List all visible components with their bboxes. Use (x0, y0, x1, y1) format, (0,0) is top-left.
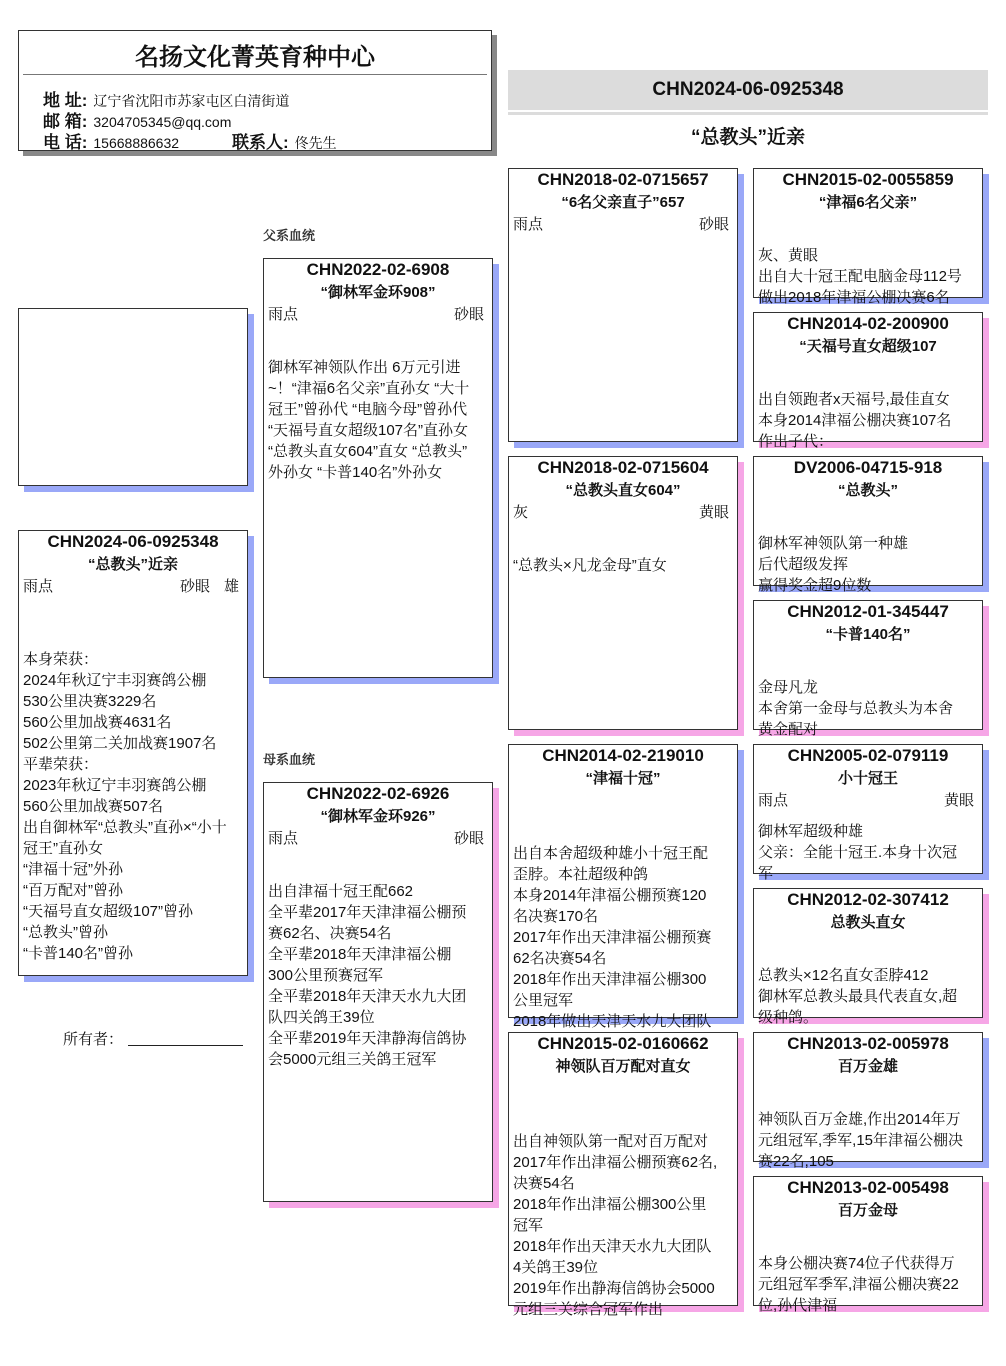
note-line: 黄金配对 (758, 721, 819, 738)
ring-number: CHN2005-02-079119 (787, 746, 949, 765)
note-line: 502公里第二关加战赛1907名 (23, 735, 217, 752)
note-line: “卡普140名”曾孙 (23, 945, 134, 962)
eye-sex (454, 303, 484, 324)
owner-field[interactable] (128, 1045, 243, 1046)
note-line: 父亲：全能十冠王.本身十次冠 (758, 844, 958, 861)
note-line: 300公里预赛冠军 (268, 967, 384, 984)
sex: 雄 (223, 578, 239, 595)
email-label: 邮 箱: (43, 112, 88, 131)
note-line: ~！“津福6名父亲”直孙女 “大十 (268, 380, 470, 397)
pedigree-card-ds (508, 744, 738, 1030)
pedigree-card-sd (508, 456, 738, 730)
feather-color: 雨点 (758, 792, 789, 809)
pigeon-name: “6名父亲直子”657 (561, 194, 685, 211)
note-line: 560公里加战赛4631名 (23, 714, 172, 731)
note-line: 级种鸽。 (758, 1009, 819, 1026)
note-line: 2018年作出天津津福公棚300 (513, 971, 707, 988)
note-line: 御林军总教头最具代表直女,超 (758, 988, 958, 1005)
note-line: 平辈荣获： (23, 756, 99, 773)
note-line: 做出2018年津福公棚决赛6名 (758, 289, 950, 306)
color-eye-row (23, 575, 239, 596)
pigeon-name: “津福6名父亲” (818, 194, 918, 211)
feather-color: 雨点 (268, 830, 299, 847)
note-line: 出自大十冠王配电脑金母112号 (758, 268, 962, 285)
eye-sex (699, 501, 729, 522)
address-value: 辽宁省沈阳市苏家屯区白清街道 (93, 93, 290, 109)
notes (758, 965, 980, 1028)
pigeon-name: 百万金母 (837, 1202, 898, 1219)
pigeon-name: “津福十冠” (585, 770, 661, 787)
pedigree-card-dam (263, 782, 493, 1202)
note-line: 4关鸽王39位 (513, 1259, 599, 1276)
ring-number: CHN2014-02-200900 (787, 314, 949, 333)
note-line: 御林军神领队第一种雄 (758, 535, 909, 552)
note-line: 赢得奖金超9位数 (758, 577, 872, 594)
note-line: “天福号直女超级107名”直孙女 (268, 422, 469, 439)
feather-color: 雨点 (268, 306, 299, 323)
ring-number: CHN2013-02-005978 (787, 1034, 949, 1053)
notes (758, 389, 980, 452)
note-line: 560公里加战赛507名 (23, 798, 164, 815)
note-line: 全平辈2019年天津静海信鸽协 (268, 1030, 467, 1047)
eye-type: 砂眼 (179, 578, 210, 595)
note-line: 公里冠军 (513, 992, 574, 1009)
pigeon-name: “总教头”近亲 (87, 556, 178, 573)
eye-type: 黄眼 (698, 504, 729, 521)
note-line: 元组冠军季军,津福公棚决赛22 (758, 1276, 959, 1293)
banner-name: “总教头”近亲 (690, 127, 805, 148)
pigeon-name: 小十冠王 (837, 770, 898, 787)
ring-number: CHN2012-01-345447 (787, 602, 949, 621)
pedigree-card-ss (508, 168, 738, 442)
dam-line-label: 母系血统 (263, 752, 316, 767)
pedigree-card-dsd (753, 888, 983, 1026)
phone-row (43, 128, 179, 153)
note-line: 出自领跑者x天福号,最佳直女 (758, 391, 950, 408)
contact-label: 联系人: (232, 133, 289, 152)
note-line: 军 (758, 865, 774, 882)
pedigree-card-sds (753, 456, 983, 594)
pigeon-name: 神领队百万配对直女 (555, 1058, 691, 1075)
note-line: 2023年秋辽宁丰羽赛鸽公棚 (23, 777, 207, 794)
color-eye-row (758, 789, 974, 810)
note-line: “津福十冠”外孙 (23, 861, 123, 878)
note-line: 总教头×12名直女歪脖412 (758, 967, 929, 984)
ring-number: CHN2022-02-6926 (306, 784, 450, 803)
notes (758, 1253, 980, 1316)
ring-number: CHN2012-02-307412 (787, 890, 949, 909)
note-line: “天福号直女超级107”曾孙 (23, 903, 194, 920)
color-eye-row (513, 501, 729, 522)
pigeon-name: “卡普140名” (825, 626, 911, 643)
eye-sex (944, 789, 974, 810)
note-line: 全平辈2018年天津津福公棚 (268, 946, 452, 963)
note-line: 御林军神领队作出 6万元引进 (268, 359, 461, 376)
notes (23, 649, 245, 964)
eye-type: 砂眼 (453, 306, 484, 323)
pigeon-name: “御林军金环926” (320, 808, 436, 825)
note-line: 位,孙代津福 (758, 1297, 838, 1314)
pigeon-name: 总教头直女 (830, 914, 906, 931)
eye-sex (180, 575, 239, 596)
breeder-name: 名扬文化菁英育种中心 (135, 44, 375, 71)
pedigree-card-sss (753, 168, 983, 306)
note-line: “总教头”曾孙 (23, 924, 108, 941)
note-line: 外孙女 “卡普140名”外孙女 (268, 464, 443, 481)
pedigree-card-subject (18, 530, 248, 976)
note-line: 62名决赛54名 (513, 950, 607, 967)
feather-color: 雨点 (23, 578, 54, 595)
ring-number: CHN2022-02-6908 (306, 260, 450, 279)
pedigree-card-sdd (753, 600, 983, 738)
note-line: 全平辈2018年天津天水九大团 (268, 988, 467, 1005)
note-line: 金母凡龙 (758, 679, 819, 696)
notes (758, 245, 980, 308)
notes (758, 821, 980, 884)
ring-number: CHN2024-06-0925348 (47, 532, 219, 551)
note-line: 出自津福十冠王配662 (268, 883, 414, 900)
note-line: 2017年作出天津津福公棚预赛 (513, 929, 712, 946)
notes (268, 881, 490, 1070)
pedigree-card-ddd (753, 1176, 983, 1314)
divider (23, 74, 487, 75)
note-line: 决赛54名 (513, 1175, 575, 1192)
color-eye-row (268, 303, 484, 324)
notes (513, 843, 735, 1032)
note-line: 出自御林军“总教头”直孙×“小十 (23, 819, 227, 836)
color-eye-row (513, 213, 729, 234)
note-line: 歪脖。本社超级种鸽 (513, 866, 649, 883)
pedigree-card-dss (753, 744, 983, 882)
notes (758, 1109, 980, 1172)
ring-number: CHN2013-02-005498 (787, 1178, 949, 1197)
note-line: 2018年作出津福公棚300公里 (513, 1196, 707, 1213)
eye-type: 砂眼 (453, 830, 484, 847)
note-line: 2018年作出天津天水九大团队 (513, 1238, 712, 1255)
note-line: 冠王”直孙女 (23, 840, 103, 857)
note-line: 530公里决赛3229名 (23, 693, 157, 710)
note-line: 本舍第一金母与总教头为本舍 (758, 700, 954, 717)
note-line: “总教头×凡龙金母”直女 (513, 557, 667, 574)
note-line: 元组冠军,季军,15年津福公棚决 (758, 1132, 964, 1149)
color-eye-row (268, 827, 484, 848)
ring-number: CHN2015-02-0055859 (782, 170, 954, 189)
note-line: 出自本舍超级种雄小十冠王配 (513, 845, 709, 862)
note-line: 赛62名、决赛54名 (268, 925, 392, 942)
eye-type: 砂眼 (698, 216, 729, 233)
note-line: “总教头直女604”直女 “总教头” (268, 443, 468, 460)
breeder-header (18, 30, 492, 151)
note-line: 神领队百万金雄,作出2014年万 (758, 1111, 961, 1128)
pedigree-card-dds (753, 1032, 983, 1170)
address-label: 地 址: (43, 91, 88, 110)
pigeon-name: 百万金雄 (837, 1058, 898, 1075)
note-line: 本身公棚决赛74位子代获得万 (758, 1255, 955, 1272)
note-line: 元组三关综合冠军作出 (513, 1301, 664, 1318)
ring-number: CHN2015-02-0160662 (537, 1034, 709, 1053)
eye-sex (454, 827, 484, 848)
sire-line-label: 父系血统 (263, 228, 316, 243)
pedigree-card-dd (508, 1032, 738, 1318)
ring-number: CHN2014-02-219010 (542, 746, 704, 765)
note-line: 2024年秋辽宁丰羽赛鸽公棚 (23, 672, 207, 689)
banner-divider (508, 112, 988, 115)
note-line: 2018年做出天津天水九大团队 (513, 1013, 712, 1030)
notes (758, 533, 980, 596)
note-line: 后代超级发挥 (758, 556, 849, 573)
pedigree-card-ssd (753, 312, 983, 450)
banner-ring: CHN2024-06-0925348 (508, 70, 988, 110)
pigeon-name: “天福号直女超级107 (799, 338, 937, 355)
note-line: 队四关鸽王39位 (268, 1009, 375, 1026)
contact-value: 佟先生 (294, 135, 337, 151)
note-line: 全平辈2017年天津津福公棚预 (268, 904, 467, 921)
eye-sex (699, 213, 729, 234)
note-line: 2017年作出津福公棚预赛62名, (513, 1154, 718, 1171)
eye-type: 黄眼 (943, 792, 974, 809)
owner-label: 所有者： (63, 1031, 124, 1048)
note-line: 作出子代： (758, 433, 834, 450)
note-line: 冠王”曾孙代 “电脑今母”曾孙代 (268, 401, 468, 418)
pigeon-name: “总教头直女604” (565, 482, 681, 499)
notes (513, 1131, 735, 1320)
feather-color: 灰 (513, 504, 529, 521)
note-line: 本身荣获： (23, 651, 99, 668)
notes (758, 677, 980, 740)
pedigree-card-sire (263, 258, 493, 678)
note-line: 会5000元组三关鸽王冠军 (268, 1051, 437, 1068)
pigeon-name: “总教头” (837, 482, 898, 499)
notes (268, 357, 490, 483)
note-line: 本身2014年津福公棚预赛120 (513, 887, 707, 904)
note-line: 冠军 (513, 1217, 544, 1234)
note-line: 2019年作出静海信鸽协会5000 (513, 1280, 715, 1297)
note-line: 出自神领队第一配对百万配对 (513, 1133, 709, 1150)
note-line: 名决赛170名 (513, 908, 599, 925)
note-line: 御林军超级种雄 (758, 823, 864, 840)
ring-number: CHN2018-02-0715657 (537, 170, 709, 189)
phone-label: 电 话: (43, 133, 88, 152)
ring-number: DV2006-04715-918 (793, 458, 943, 477)
photo-box (18, 308, 248, 486)
note-line: “百万配对”曾孙 (23, 882, 123, 899)
feather-color: 雨点 (513, 216, 544, 233)
note-line: 本身2014津福公棚决赛107名 (758, 412, 952, 429)
note-line: 赛22名,105 (758, 1153, 834, 1170)
ring-number: CHN2018-02-0715604 (537, 458, 709, 477)
phone-value: 15668886632 (93, 135, 180, 151)
notes (513, 555, 735, 576)
pigeon-name: “御林军金环908” (320, 284, 436, 301)
email-value: 3204705345@qq.com (93, 114, 232, 130)
contact-row (232, 128, 337, 153)
note-line: 灰、黄眼 (758, 247, 819, 264)
